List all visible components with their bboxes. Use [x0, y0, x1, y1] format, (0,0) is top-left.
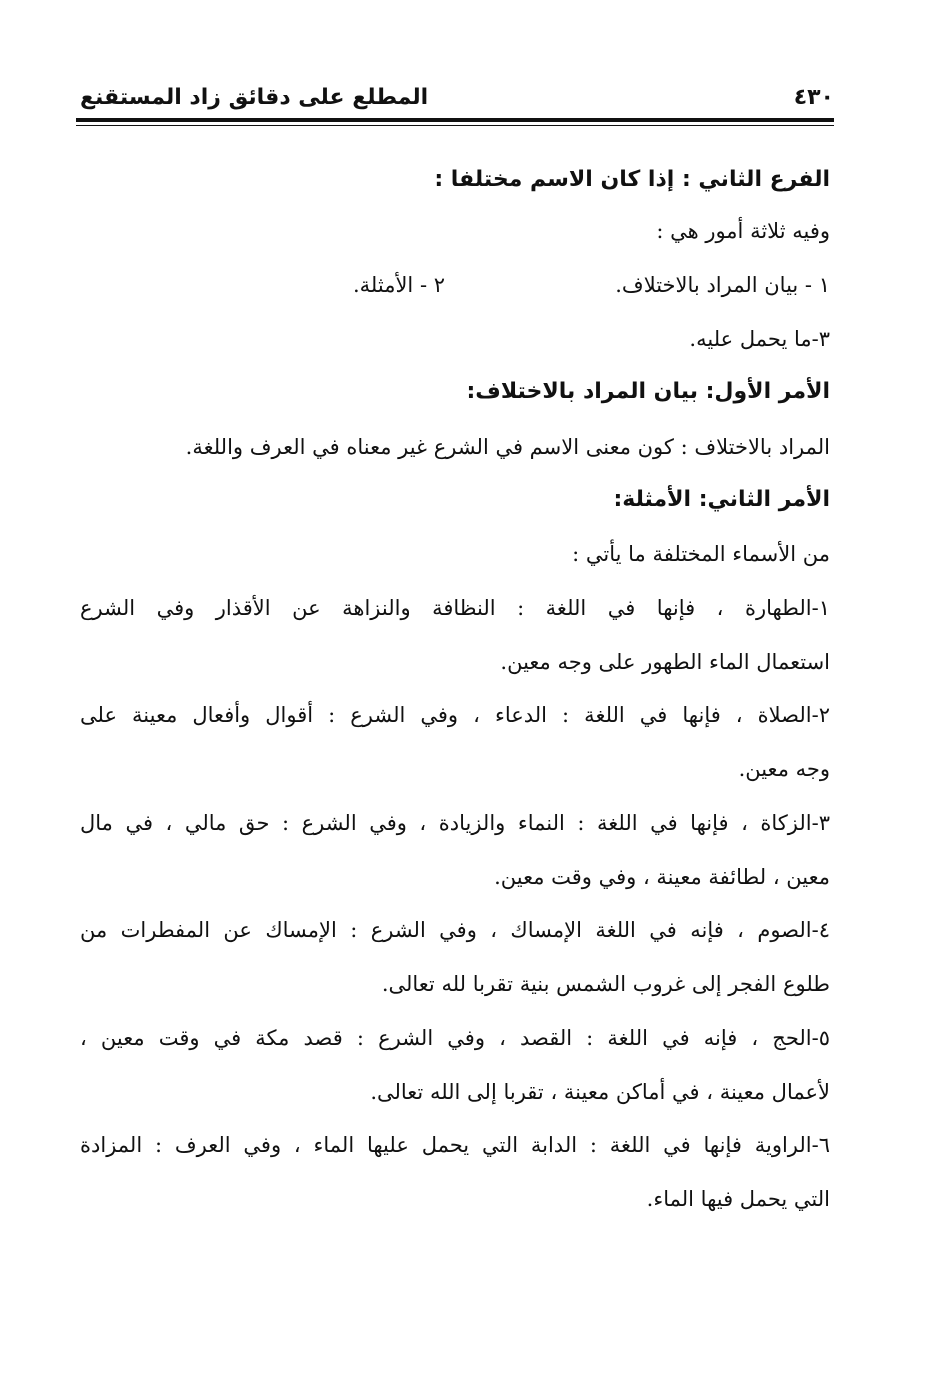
example-2-line-2: وجه معين.	[738, 757, 830, 781]
page-number: ٤٣٠	[793, 85, 834, 110]
header-rule-thick	[76, 118, 834, 122]
example-6-line-2: التي يحمل فيها الماء.	[646, 1187, 830, 1211]
page-header	[80, 82, 834, 122]
example-5-line-2: لأعمال معينة ، في أماكن معينة ، تقربا إلى الله تعالى.	[370, 1080, 830, 1104]
example-3-line-2: معين ، لطائفة معينة ، وفي وقت معين.	[494, 865, 830, 889]
section-heading: الفرع الثاني : إذا كان الاسم مختلفا :	[434, 167, 830, 192]
second-matter-intro: من الأسماء المختلفة ما يأتي :	[572, 542, 830, 566]
example-1-line-2: استعمال الماء الطهور على وجه معين.	[500, 650, 830, 674]
example-3-line-1: ٣-الزكاة ، فإنها في اللغة : النماء والزيادة ، وفي الشرع : حق مالي ، في مال	[80, 811, 830, 835]
list-item-1: ١ - بيان المراد بالاختلاف.	[615, 273, 830, 297]
intro-text: وفيه ثلاثة أمور هي :	[656, 219, 830, 243]
example-1-line-1: ١-الطهارة ، فإنها في اللغة : النظافة والنزاهة عن الأقذار وفي الشرع	[80, 596, 830, 620]
example-4-line-1: ٤-الصوم ، فإنه في اللغة الإمساك ، وفي الشرع : الإمساك عن المفطرات من	[80, 918, 830, 942]
example-2-line-1: ٢-الصلاة ، فإنها في اللغة : الدعاء ، وفي الشرع : أقوال وأفعال معينة على	[80, 703, 830, 727]
first-matter-text: المراد بالاختلاف : كون معنى الاسم في الشرع غير معناه في العرف واللغة.	[185, 435, 830, 459]
example-6-line-1: ٦-الراوية فإنها في اللغة : الدابة التي يحمل عليها الماء ، وفي العرف : المزادة	[80, 1133, 830, 1157]
example-4-line-2: طلوع الفجر إلى غروب الشمس بنية تقربا لله تعالى.	[381, 972, 830, 996]
first-matter-heading: الأمر الأول: بيان المراد بالاختلاف:	[466, 379, 830, 404]
example-5-line-1: ٥-الحج ، فإنه في اللغة : القصد ، وفي الشرع : قصد مكة في وقت معين ،	[80, 1026, 830, 1050]
list-item-3: ٣-ما يحمل عليه.	[689, 327, 830, 351]
second-matter-heading: الأمر الثاني: الأمثلة:	[613, 487, 830, 512]
running-title: المطلع على دقائق زاد المستقنع	[80, 85, 429, 110]
header-rule-thin	[76, 125, 834, 126]
list-item-2: ٢ - الأمثلة.	[352, 273, 445, 297]
